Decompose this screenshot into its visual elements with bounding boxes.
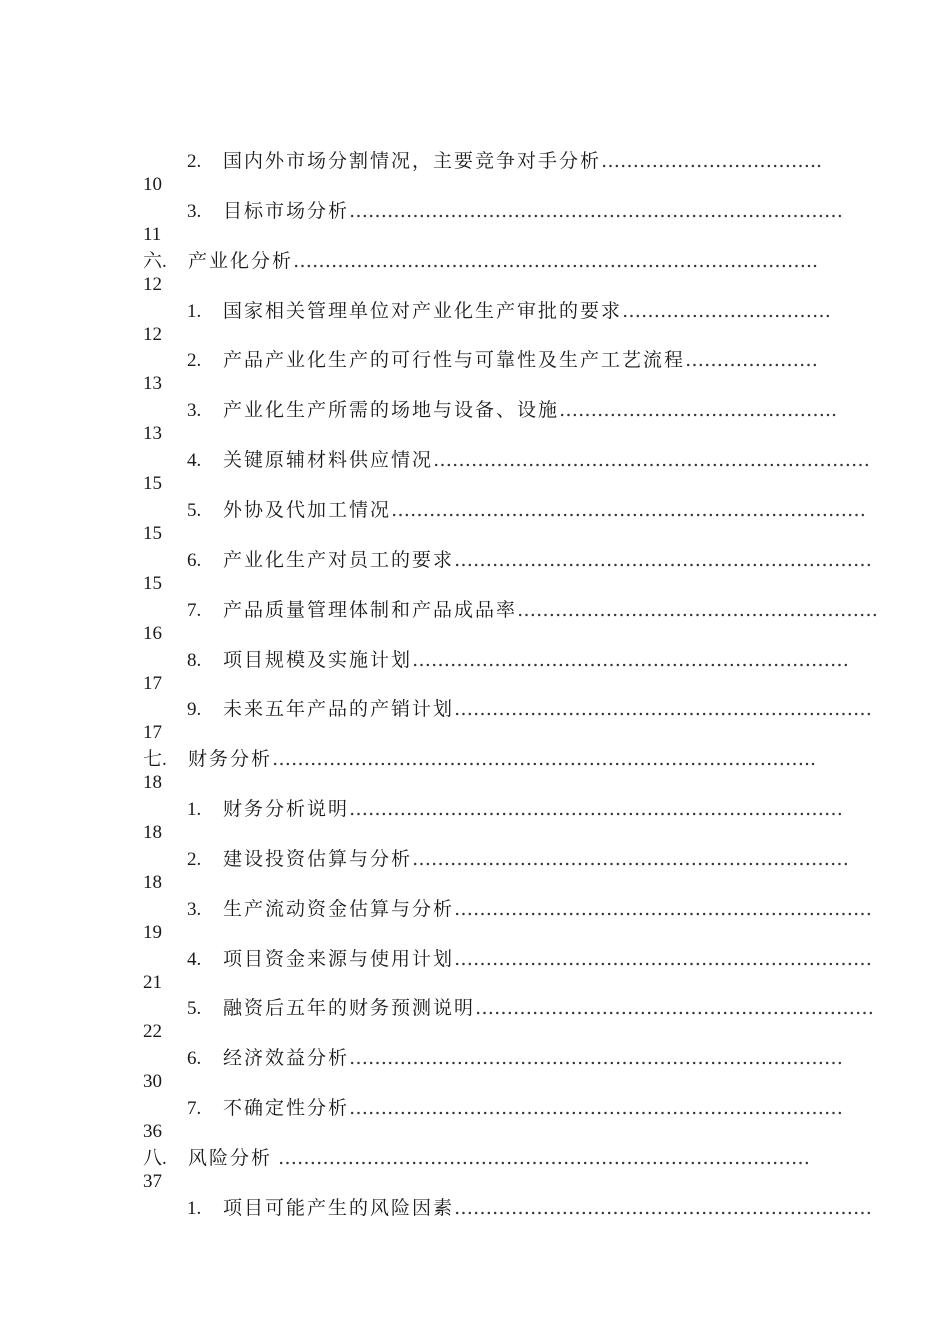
toc-subsection-entry <box>0 298 950 348</box>
toc-page-number: 37 <box>143 1171 162 1192</box>
toc-entry-line <box>187 597 878 623</box>
toc-entry-title: 项目可能产生的风险因素 <box>223 1197 455 1219</box>
toc-dot-leader: …………………………… <box>622 300 832 322</box>
toc-entry-title: 国内外市场分割情况，主要竞争对手分析 <box>223 150 602 172</box>
toc-entry-number: 5. <box>187 998 202 1019</box>
toc-entry-title: 生产流动资金估算与分析 <box>223 898 455 920</box>
toc-entry-line <box>187 547 872 573</box>
toc-entry-line <box>187 447 870 473</box>
toc-subsection-entry <box>0 547 950 597</box>
toc-page-number: 18 <box>143 772 162 793</box>
toc-entry-title: 不确定性分析 <box>223 1097 350 1119</box>
toc-entry-title: 产品产业化生产的可行性与可靠性及生产工艺流程 <box>223 349 686 371</box>
toc-entry-title: 项目资金来源与使用计划 <box>223 948 455 970</box>
toc-entry-number: 八. <box>143 1148 167 1169</box>
toc-section-entry <box>0 746 950 796</box>
toc-page-number: 22 <box>143 1021 162 1042</box>
toc-dot-leader: ………………………………………………………………… <box>391 499 867 521</box>
toc-entry-line <box>187 497 866 523</box>
toc-dot-leader: …………………………………………………………………… <box>349 798 844 820</box>
toc-entry-number: 7. <box>187 600 202 621</box>
toc-entry-title: 融资后五年的财务预测说明 <box>223 997 476 1019</box>
toc-page-number: 36 <box>143 1121 162 1142</box>
toc-entry-title: 经济效益分析 <box>223 1047 350 1069</box>
toc-dot-leader: ……………………………………………………………………….. <box>293 250 819 272</box>
toc-page-number: 11 <box>143 224 162 245</box>
toc-entry-line <box>187 1045 843 1071</box>
toc-entry-line <box>187 1095 843 1121</box>
toc-subsection-entry <box>0 647 950 697</box>
toc-entry-number: 1. <box>187 1198 202 1219</box>
toc-dot-leader: …………………………………………………………………… <box>349 200 844 222</box>
toc-entry-number: 3. <box>187 201 202 222</box>
toc-dot-leader: ………………………………………………………… <box>454 698 873 720</box>
toc-section-entry <box>0 1145 950 1195</box>
toc-page-number: 21 <box>143 972 162 993</box>
toc-page-number: 18 <box>143 822 162 843</box>
toc-entry-number: 6. <box>187 550 202 571</box>
toc-entry-number: 六. <box>143 251 167 272</box>
toc-entry-line <box>187 946 872 972</box>
toc-entry-line <box>143 248 818 274</box>
toc-dot-leader: ………………………………………………………… <box>454 549 873 571</box>
toc-subsection-entry <box>0 846 950 896</box>
toc-entry-title: 关键原辅材料供应情况 <box>223 449 434 471</box>
toc-subsection-entry <box>0 946 950 996</box>
toc-page-number: 13 <box>143 373 162 394</box>
toc-dot-leader: ………………………………………………… <box>517 599 879 621</box>
toc-entry-number: 七. <box>143 749 167 770</box>
toc-dot-leader: ………………… <box>685 349 819 371</box>
toc-entry-number: 2. <box>187 151 202 172</box>
toc-entry-line <box>187 796 843 822</box>
toc-page-number: 17 <box>143 722 162 743</box>
toc-subsection-entry <box>0 995 950 1045</box>
toc-entry-title: 产业化生产对员工的要求 <box>223 549 455 571</box>
toc-entry-title: 国家相关管理单位对产业化生产审批的要求 <box>223 300 623 322</box>
toc-dot-leader: ………………………………………………………… <box>454 898 873 920</box>
toc-entry-number: 2. <box>187 849 202 870</box>
toc-page-number: 15 <box>143 573 162 594</box>
toc-entry-title: 项目规模及实施计划 <box>223 649 413 671</box>
toc-dot-leader: …………………………………………………………… <box>433 449 871 471</box>
toc-entry-number: 3. <box>187 400 202 421</box>
toc-entry-title: 建设投资估算与分析 <box>223 848 413 870</box>
toc-subsection-entry <box>0 696 950 746</box>
toc-entry-line <box>187 846 849 872</box>
toc-subsection-entry <box>0 397 950 447</box>
toc-subsection-entry <box>0 1195 950 1245</box>
toc-dot-leader: ………………………………………………………… <box>454 948 873 970</box>
toc-page-number: 30 <box>143 1071 162 1092</box>
toc-dot-leader: …………………………………………………………… <box>412 649 850 671</box>
toc-page-number: 12 <box>143 274 162 295</box>
toc-entry-number: 7. <box>187 1098 202 1119</box>
toc-entry-title: 产业化生产所需的场地与设备、设施 <box>223 399 560 421</box>
toc-page-number: 16 <box>143 623 162 644</box>
toc-entry-number: 3. <box>187 899 202 920</box>
toc-entry-number: 2. <box>187 350 202 371</box>
toc-entry-line <box>143 746 816 772</box>
toc-subsection-entry <box>0 796 950 846</box>
toc-entry-line <box>187 198 843 224</box>
toc-page-number: 15 <box>143 473 162 494</box>
toc-entry-number: 9. <box>187 699 202 720</box>
toc-page-number: 15 <box>143 523 162 544</box>
toc-dot-leader: …………………………………………………………………… <box>349 1097 844 1119</box>
toc-entry-number: 5. <box>187 500 202 521</box>
toc-dot-leader: ………………………………………………………………………… <box>272 1147 811 1169</box>
toc-entry-title: 财务分析 <box>188 748 273 770</box>
toc-entry-number: 1. <box>187 301 202 322</box>
toc-page-number: 17 <box>143 673 162 694</box>
toc-subsection-entry <box>0 148 950 198</box>
toc-subsection-entry <box>0 1045 950 1095</box>
toc-page-number: 12 <box>143 324 162 345</box>
toc-dot-leader: ………………………………………………………………………….. <box>272 748 817 770</box>
toc-subsection-entry <box>0 597 950 647</box>
toc-entry-number: 4. <box>187 949 202 970</box>
toc-entry-line <box>187 647 849 673</box>
toc-subsection-entry <box>0 1095 950 1145</box>
toc-entry-number: 4. <box>187 450 202 471</box>
toc-section-entry <box>0 248 950 298</box>
toc-entry-line <box>187 896 872 922</box>
toc-entry-number: 6. <box>187 1048 202 1069</box>
toc-dot-leader: ……………………………………………………… <box>475 997 875 1019</box>
toc-entry-title: 财务分析说明 <box>223 798 350 820</box>
toc-dot-leader: …………………………….. <box>601 150 823 172</box>
toc-dot-leader: …………………………………………………………… <box>412 848 850 870</box>
toc-entry-line <box>187 1195 872 1221</box>
toc-page-number: 13 <box>143 423 162 444</box>
toc-entry-line <box>187 397 837 423</box>
toc-subsection-entry <box>0 447 950 497</box>
toc-page-number: 19 <box>143 922 162 943</box>
toc-entry-title: 未来五年产品的产销计划 <box>223 698 455 720</box>
toc-subsection-entry <box>0 497 950 547</box>
toc-entry-line <box>187 995 874 1021</box>
toc-subsection-entry <box>0 896 950 946</box>
toc-entry-number: 8. <box>187 650 202 671</box>
toc-dot-leader: …………………………………………………………………… <box>349 1047 844 1069</box>
toc-subsection-entry <box>0 347 950 397</box>
toc-subsection-entry <box>0 198 950 248</box>
toc-dot-leader: ………………………………………………………… <box>454 1197 873 1219</box>
toc-entry-line <box>187 696 872 722</box>
toc-entry-line <box>187 148 822 174</box>
toc-entry-title: 产业化分析 <box>188 250 294 272</box>
toc-page-number: 18 <box>143 872 162 893</box>
toc-entry-title: 外协及代加工情况 <box>223 499 392 521</box>
toc-entry-title: 风险分析 <box>188 1147 273 1169</box>
toc-dot-leader: …………………………………….. <box>559 399 838 421</box>
toc-entry-title: 产品质量管理体制和产品成品率 <box>223 599 518 621</box>
toc-entry-number: 1. <box>187 799 202 820</box>
toc-entry-title: 目标市场分析 <box>223 200 350 222</box>
toc-entry-line <box>143 1145 810 1171</box>
toc-entry-line <box>187 347 818 373</box>
toc-entry-line <box>187 298 831 324</box>
toc-page-number: 10 <box>143 174 162 195</box>
